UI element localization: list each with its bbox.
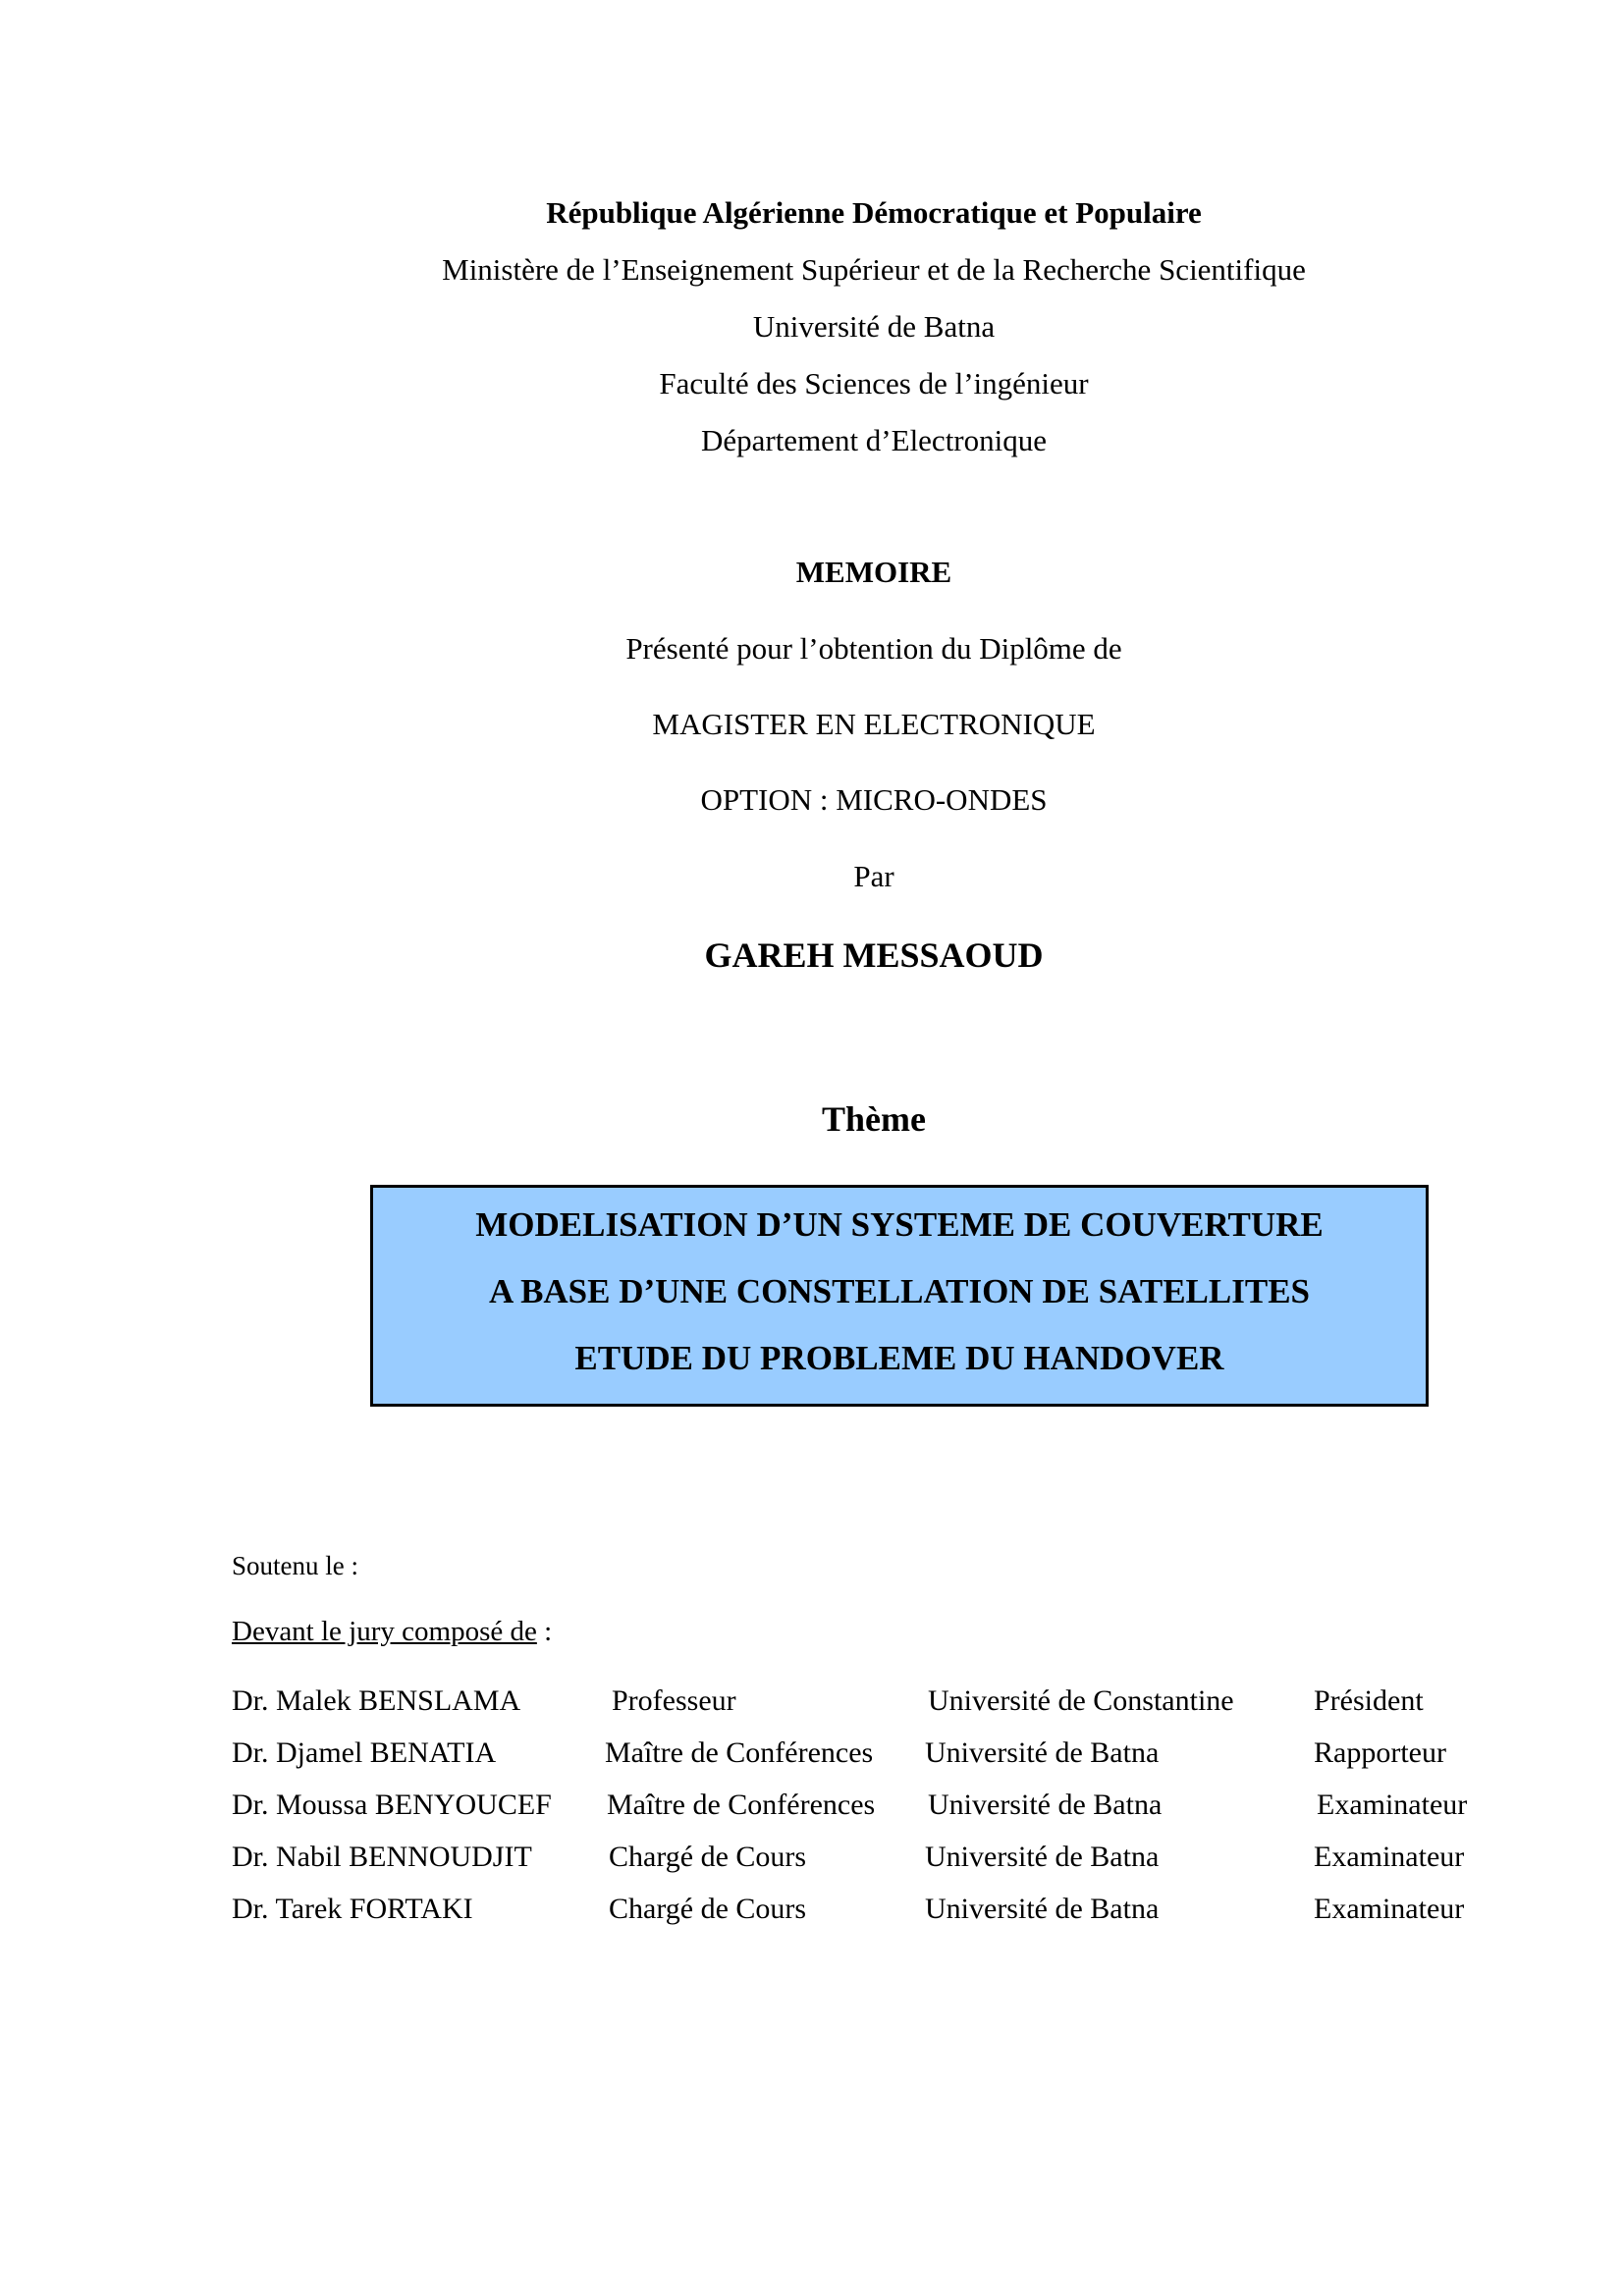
- republic-name: République Algérienne Démocratique et Populaire: [546, 195, 1202, 230]
- jury-row: [0, 1734, 1624, 1773]
- jury-member-title: Maître de Conférences: [605, 1736, 874, 1769]
- university-name: Université de Batna: [752, 309, 996, 344]
- jury-member-name: Dr. Tarek FORTAKI: [232, 1893, 473, 1925]
- faculty-name: Faculté des Sciences de l’ingénieur: [659, 366, 1089, 400]
- jury-member-role: Examinateur: [1314, 1893, 1465, 1925]
- theme-box: [370, 1185, 1429, 1407]
- theme-line-3: ETUDE DU PROBLEME DU HANDOVER: [574, 1339, 1224, 1377]
- jury-member-name: Dr. Moussa BENYOUCEF: [232, 1789, 552, 1821]
- ministry-name: Ministère de l’Enseignement Supérieur et de la Recherche Scientifique: [442, 252, 1306, 287]
- option-name: OPTION : MICRO-ONDES: [700, 782, 1048, 817]
- author-name: GAREH MESSAOUD: [704, 935, 1044, 975]
- defense-date-label: Soutenu le :: [232, 1551, 358, 1580]
- jury-member-title: Chargé de Cours: [609, 1893, 807, 1925]
- jury-heading: [232, 1615, 552, 1648]
- jury-member-role: Examinateur: [1317, 1789, 1468, 1821]
- presented-for-text: Présenté pour l’obtention du Diplôme de: [625, 631, 1122, 666]
- jury-heading-colon: :: [536, 1616, 553, 1647]
- jury-heading-text: Devant le jury composé de: [232, 1616, 537, 1647]
- jury-member-title: Chargé de Cours: [609, 1841, 807, 1873]
- memoire-title: MEMOIRE: [795, 555, 952, 589]
- jury-member-name: Dr. Djamel BENATIA: [232, 1736, 497, 1769]
- theme-line-1: MODELISATION D’UN SYSTEME DE COUVERTURE: [475, 1205, 1324, 1244]
- jury-member-role: Président: [1314, 1684, 1424, 1717]
- jury-row: [0, 1786, 1624, 1825]
- jury-member-institution: Université de Batna: [925, 1736, 1160, 1769]
- department-name: Département d’Electronique: [700, 423, 1048, 457]
- jury-member-title: Professeur: [612, 1684, 736, 1717]
- jury-row: [0, 1838, 1624, 1877]
- jury-member-institution: Université de Batna: [928, 1789, 1163, 1821]
- jury-row: [0, 1682, 1624, 1721]
- by-text: Par: [853, 859, 894, 893]
- jury-member-institution: Université de Constantine: [928, 1684, 1234, 1717]
- theme-line-2: A BASE D’UNE CONSTELLATION DE SATELLITES: [488, 1272, 1311, 1310]
- diploma-name: MAGISTER EN ELECTRONIQUE: [652, 707, 1096, 741]
- jury-member-institution: Université de Batna: [925, 1893, 1160, 1925]
- jury-member-institution: Université de Batna: [925, 1841, 1160, 1873]
- jury-member-title: Maître de Conférences: [607, 1789, 876, 1821]
- theme-label: Thème: [822, 1099, 926, 1139]
- jury-row: [0, 1890, 1624, 1929]
- jury-member-name: Dr. Malek BENSLAMA: [232, 1684, 521, 1717]
- jury-member-name: Dr. Nabil BENNOUDJIT: [232, 1841, 532, 1873]
- jury-member-role: Examinateur: [1314, 1841, 1465, 1873]
- jury-member-role: Rapporteur: [1314, 1736, 1446, 1769]
